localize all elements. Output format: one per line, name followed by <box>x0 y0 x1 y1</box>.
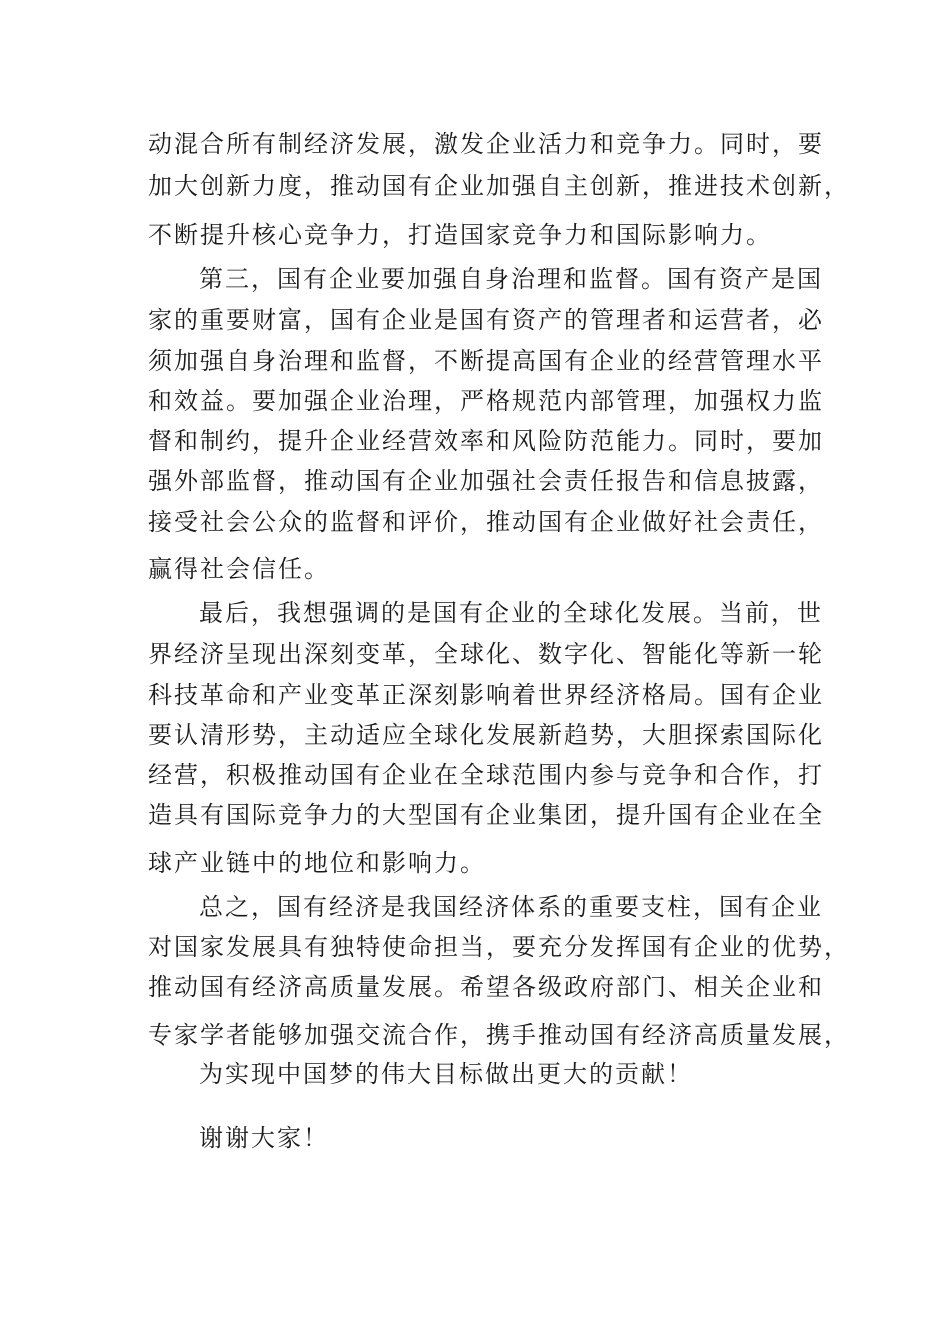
paragraph-line: 家的重要财富，国有企业是国有资产的管理者和运营者，必 <box>148 306 824 334</box>
paragraph-line: 加大创新力度，推动国有企业加强自主创新，推进技术创新， <box>148 172 850 200</box>
paragraph-line: 须加强自身治理和监督，不断提高国有企业的经营管理水平 <box>148 347 824 375</box>
paragraph-line: 对国家发展具有独特使命担当，要充分发挥国有企业的优势， <box>148 933 850 961</box>
paragraph-line: 督和制约，提升企业经营效率和风险防范能力。同时，要加 <box>148 427 824 455</box>
paragraph-line: 专家学者能够加强交流合作，携手推动国有经济高质量发展， <box>148 1021 850 1049</box>
paragraph-line: 科技革命和产业变革正深刻影响着世界经济格局。国有企业 <box>148 681 824 709</box>
paragraph-line: 强外部监督，推动国有企业加强社会责任报告和信息披露， <box>148 467 824 495</box>
paragraph-line: 第三，国有企业要加强自身治理和监督。国有资产是国 <box>199 265 823 293</box>
paragraph-line: 不断提升核心竞争力，打造国家竞争力和国际影响力。 <box>148 221 772 249</box>
paragraph-line: 总之，国有经济是我国经济体系的重要支柱，国有企业 <box>199 893 823 921</box>
paragraph-line: 界经济呈现出深刻变革，全球化、数字化、智能化等新一轮 <box>148 640 824 668</box>
paragraph-line: 动混合所有制经济发展，激发企业活力和竞争力。同时，要 <box>148 130 824 158</box>
paragraph-line: 推动国有经济高质量发展。希望各级政府部门、相关企业和 <box>148 973 824 1001</box>
paragraph-line: 和效益。要加强企业治理，严格规范内部管理，加强权力监 <box>148 387 824 415</box>
paragraph-line: 为实现中国梦的伟大目标做出更大的贡献！ <box>199 1060 693 1088</box>
paragraph-line: 要认清形势，主动适应全球化发展新趋势，大胆探索国际化 <box>148 721 824 749</box>
paragraph-line: 经营，积极推动国有企业在全球范围内参与竞争和合作，打 <box>148 761 824 789</box>
paragraph-line: 造具有国际竞争力的大型国有企业集团，提升国有企业在全 <box>148 801 824 829</box>
paragraph-line: 最后，我想强调的是国有企业的全球化发展。当前，世 <box>199 599 823 627</box>
closing-line: 谢谢大家！ <box>199 1124 329 1152</box>
paragraph-line: 接受社会公众的监督和评价，推动国有企业做好社会责任， <box>148 508 824 536</box>
paragraph-line: 球产业链中的地位和影响力。 <box>148 849 486 877</box>
paragraph-line: 赢得社会信任。 <box>148 555 330 583</box>
